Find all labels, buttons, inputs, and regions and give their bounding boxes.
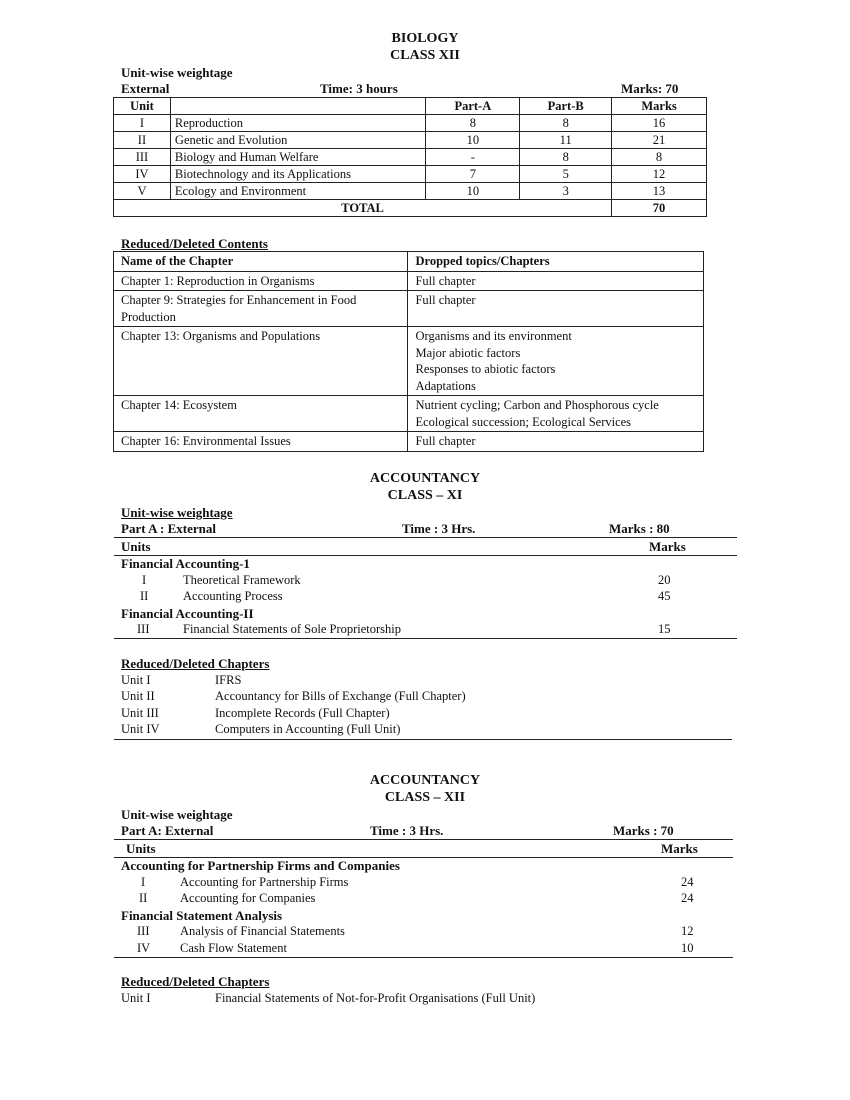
reduced-unit: Unit IV	[121, 722, 160, 736]
col-header-part-a: Part-A	[426, 98, 520, 115]
topic-line: Full chapter	[415, 273, 476, 288]
table-row	[114, 132, 707, 149]
part-a-cell: -	[426, 149, 520, 166]
reduced-text: Financial Statements of Not-for-Profit Organisations (Full Unit)	[215, 991, 536, 1005]
divider	[114, 537, 737, 538]
unit-cell: I	[114, 115, 171, 132]
chapter-cell: Chapter 16: Environmental Issues	[114, 432, 408, 452]
acc12-units-label: Units	[126, 841, 156, 856]
unit-marks: 20	[658, 573, 671, 587]
acc12-marks-label: Marks	[661, 841, 698, 856]
biology-title: BIOLOGY	[391, 31, 459, 46]
acc11-part: Part A : External	[121, 521, 216, 536]
marks-cell: 13	[612, 183, 707, 200]
unit-number: II	[140, 589, 149, 603]
marks-cell: 12	[612, 166, 707, 183]
marks-cell: 21	[612, 132, 707, 149]
biology-external-label: External	[121, 81, 170, 96]
acc12-weightage-heading: Unit-wise weightage	[121, 807, 233, 822]
part-a-cell: 10	[426, 132, 520, 149]
reduced-unit: Unit I	[121, 673, 151, 687]
acc12-time: Time : 3 Hrs.	[370, 823, 444, 838]
acc11-reduced-heading: Reduced/Deleted Chapters	[121, 656, 270, 671]
unit-name-cell: Biology and Human Welfare	[170, 149, 426, 166]
reduced-text: Accountancy for Bills of Exchange (Full Chapter)	[215, 689, 466, 703]
topic-line: Nutrient cycling; Carbon and Phosphorous cycle	[415, 398, 659, 412]
unit-cell: II	[114, 132, 171, 149]
total-label: TOTAL	[114, 200, 612, 217]
topic-line: Adaptations	[415, 378, 476, 393]
acc11-class: CLASS – XI	[387, 488, 463, 503]
dropped-cell	[408, 291, 704, 327]
part-b-cell: 8	[520, 115, 612, 132]
biology-time: Time: 3 hours	[320, 81, 398, 96]
table-row	[114, 291, 704, 327]
biology-weightage-heading: Unit-wise weightage	[121, 65, 233, 80]
unit-name: Financial Statements of Sole Proprietorship	[183, 622, 402, 636]
reduced-unit: Unit III	[121, 706, 159, 720]
unit-name-cell: Reproduction	[170, 115, 426, 132]
acc11-marks: Marks : 80	[609, 521, 670, 536]
divider	[114, 739, 732, 740]
marks-cell: 16	[612, 115, 707, 132]
table-row	[114, 432, 704, 452]
topic-line: Ecological succession; Ecological Services	[415, 414, 632, 429]
unit-name: Analysis of Financial Statements	[180, 924, 345, 938]
col-header-part-b: Part-B	[520, 98, 612, 115]
part-a-cell: 8	[426, 115, 520, 132]
acc11-group1: Financial Accounting-1	[121, 556, 250, 571]
topic-line: Major abiotic factors	[415, 345, 521, 360]
unit-name: Theoretical Framework	[183, 573, 301, 587]
part-b-cell: 3	[520, 183, 612, 200]
topic-line: Responses to abiotic factors	[415, 362, 556, 376]
acc12-part: Part A: External	[121, 823, 214, 838]
part-a-cell: 7	[426, 166, 520, 183]
unit-number: I	[141, 875, 146, 889]
col-header-dropped: Dropped topics/Chapters	[408, 252, 704, 272]
table-row	[114, 149, 707, 166]
unit-cell: IV	[114, 166, 171, 183]
unit-name-cell: Genetic and Evolution	[170, 132, 426, 149]
table-row	[114, 115, 707, 132]
unit-name: Cash Flow Statement	[180, 941, 287, 955]
chapter-cell: Chapter 1: Reproduction in Organisms	[114, 271, 408, 291]
total-row	[114, 200, 707, 217]
divider	[114, 839, 733, 840]
acc12-group1: Accounting for Partnership Firms and Companies	[121, 858, 400, 873]
col-header-chapter: Name of the Chapter	[114, 252, 408, 272]
unit-number: I	[142, 573, 147, 587]
unit-name: Accounting for Partnership Firms	[180, 875, 349, 889]
part-b-cell: 11	[520, 132, 612, 149]
divider	[114, 638, 737, 639]
unit-name: Accounting for Companies	[180, 891, 316, 905]
unit-number: III	[137, 924, 150, 938]
topic-line: Full chapter	[415, 293, 476, 307]
chapter-cell: Chapter 13: Organisms and Populations	[114, 327, 408, 396]
part-b-cell: 8	[520, 149, 612, 166]
reduced-unit: Unit II	[121, 689, 155, 703]
unit-marks: 12	[681, 924, 694, 938]
acc11-time: Time : 3 Hrs.	[402, 521, 476, 536]
reduced-text: Computers in Accounting (Full Unit)	[215, 722, 401, 736]
acc11-title: ACCOUNTANCY	[369, 471, 481, 486]
unit-marks: 15	[658, 622, 671, 636]
col-header-name	[170, 98, 426, 115]
part-a-cell: 10	[426, 183, 520, 200]
unit-cell: III	[114, 149, 171, 166]
dropped-cell	[408, 327, 704, 396]
reduced-text: Incomplete Records (Full Chapter)	[215, 706, 390, 720]
marks-cell: 8	[612, 149, 707, 166]
acc11-marks-label: Marks	[649, 539, 686, 554]
dropped-cell	[408, 396, 704, 432]
unit-marks: 24	[681, 875, 694, 889]
table-row	[114, 396, 704, 432]
chapter-cell: Chapter 9: Strategies for Enhancement in Food Production	[114, 291, 408, 327]
part-b-cell: 5	[520, 166, 612, 183]
biology-reduced-table	[113, 251, 704, 452]
col-header-unit: Unit	[114, 98, 171, 115]
acc12-marks: Marks : 70	[613, 823, 674, 838]
divider	[114, 957, 733, 958]
unit-cell: V	[114, 183, 171, 200]
chapter-cell: Chapter 14: Ecosystem	[114, 396, 408, 432]
total-marks: 70	[612, 200, 707, 217]
topic-line: Organisms and its environment	[415, 329, 572, 343]
acc12-group2: Financial Statement Analysis	[121, 908, 283, 923]
acc12-class: CLASS – XII	[384, 790, 466, 805]
unit-marks: 10	[681, 941, 694, 955]
unit-name-cell: Ecology and Environment	[170, 183, 426, 200]
reduced-text: IFRS	[215, 673, 242, 687]
acc12-title: ACCOUNTANCY	[369, 773, 481, 788]
table-row	[114, 166, 707, 183]
unit-number: IV	[137, 941, 151, 955]
biology-class: CLASS XII	[390, 48, 460, 63]
unit-name-cell: Biotechnology and its Applications	[170, 166, 426, 183]
unit-number: III	[137, 622, 150, 636]
dropped-cell	[408, 271, 704, 291]
biology-marks: Marks: 70	[621, 81, 679, 96]
acc11-weightage-heading: Unit-wise weightage	[121, 505, 233, 520]
acc11-units-label: Units	[121, 539, 151, 554]
table-header-row	[114, 252, 704, 272]
acc12-reduced-heading: Reduced/Deleted Chapters	[121, 974, 270, 989]
reduced-unit: Unit I	[121, 991, 151, 1005]
table-row	[114, 183, 707, 200]
unit-number: II	[139, 891, 148, 905]
unit-name: Accounting Process	[183, 589, 283, 603]
table-header-row	[114, 98, 707, 115]
table-row	[114, 271, 704, 291]
acc11-group2: Financial Accounting-II	[121, 606, 254, 621]
unit-marks: 24	[681, 891, 694, 905]
biology-weightage-table	[113, 97, 707, 217]
col-header-marks: Marks	[612, 98, 707, 115]
unit-marks: 45	[658, 589, 671, 603]
biology-reduced-heading: Reduced/Deleted Contents	[121, 236, 268, 251]
dropped-cell	[408, 432, 704, 452]
table-row	[114, 327, 704, 396]
topic-line: Full chapter	[415, 434, 476, 448]
